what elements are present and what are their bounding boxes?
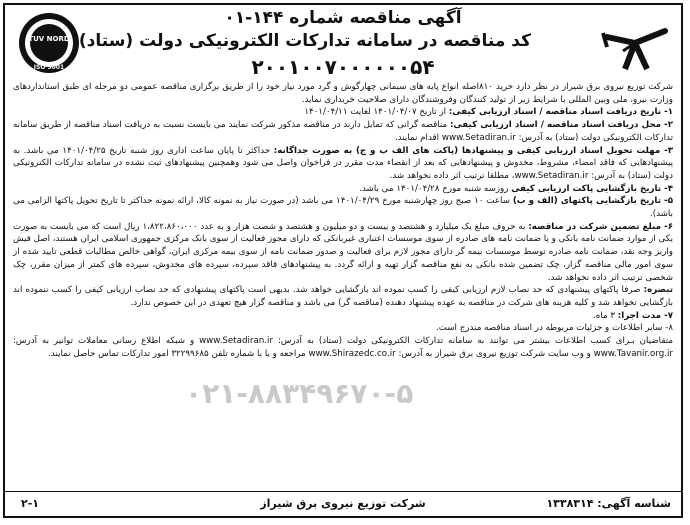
item-4 — [13, 183, 673, 196]
item-6-label: ۶- مبلغ تضمین شرکت در مناقصه: — [528, 221, 673, 232]
item-4-text: روزسه شنبه مورخ ۱۴۰۱/۰۴/۲۸ می باشد. — [359, 183, 512, 194]
item-5 — [13, 195, 673, 220]
logo-subtext: ISO 9001 — [33, 64, 65, 71]
tender-notice — [3, 3, 683, 518]
item-8: ۸- سایر اطلاعات و جزئیات مربوطه در اسناد مناقصه مندرج است. — [435, 323, 673, 334]
note — [13, 284, 673, 309]
notice-body — [13, 81, 673, 360]
item-2-text: مناقصه گرانی که تمایل دارند در مناقصه مذکور شرکت نمایند می بایست نسبت به دریافت اسناد مناقصه از طریق سامانه تدارکات الکترونیکی دولت (ستاد) به آدرس: www.Setadiran.ir اقدام نمایند. — [13, 120, 673, 143]
notice-header — [5, 5, 681, 83]
item-5-label: ۵- تاریخ بازگشایی پاکتهای (الف و ب) — [512, 196, 674, 207]
note-label: تبصره: — [643, 285, 673, 296]
closing-paragraph: متقاضیان بـرای کسب اطلاعات بیشتر می توانند به سامانه تدارکات الکترونیکی دولت (ستاد) به آدرس: www.Setadiran.ir و شبکه اطلاع رسانی معاملات توانیر به آدرس: www.Tavanir.org.ir و وب سایت شرکت توزیع نیروی برق شیراز به آدرس: www.Shirazedc.co.ir مراجعه و یا با شماره تلفن ۳۲۲۹۹۶۸۵ امور تدارکات تماس حاصل نمایند. — [13, 336, 673, 359]
item-5-text: ساعت ۱۰ صبح روز چهارشنبه مورخ ۱۴۰۱/۰۴/۲۹ می باشد (در صورت نیاز به نمونه کالا، ارائه نمونه حداکثر تا تاریخ تحویل پاکتها الزامی می باشد). — [13, 196, 673, 220]
tender-code: ۲۰۰۱۰۰۷۰۰۰۰۰۰۵۴ — [251, 55, 435, 79]
item-3-label: ۳- مهلت تحویل اسناد ارزیابی کیفی و پیشنهادها (پاکت های الف ب و ج) به صورت جداگانه: — [273, 145, 673, 156]
phone-watermark: ۰۲۱-۸۸۳۴۹۶۷۰-۵ — [185, 377, 414, 410]
page-code: ۲-۱ — [21, 497, 39, 510]
item-1 — [13, 106, 673, 119]
item-1-label: ۱- تاریخ دریافت اسناد مناقصه / اسناد ارزیابی کیفی: — [448, 107, 673, 118]
company-name: شرکت توزیع نیروی برق شیراز — [260, 497, 426, 510]
item-6 — [13, 221, 673, 285]
notice-subtitle: کد مناقصه در سامانه تدارکات الکترونیکی دولت (ستاد): — [72, 31, 531, 51]
notice-title: آگهی مناقصه شماره ۱۴۴-۰۱ — [224, 8, 462, 28]
item-1-text: از تاریخ ۱۴۰۱/۰۴/۰۷ لغایت ۱۴۰۱/۰۴/۱۱ — [304, 107, 449, 118]
notice-footer — [5, 491, 681, 516]
item-7-label: ۷- مدت اجرا: — [617, 310, 673, 321]
item-2 — [13, 119, 673, 144]
intro-paragraph: شرکت توزیع نیروی برق شیراز در نظر دارد خرید ۸۱۰اصله انواع پایه های سیمانی چهارگوش و گرد مورد نیاز خود را از طریق برگزاری مناقصه عمومی دو مرحله ای طبق استانداردهای وزارت نیرو، ملی وبین المللی با شرایط زیر از تولید کنندگان وفروشندگان دارای صلاحیت خریداری نماید. — [13, 82, 673, 105]
item-7 — [13, 310, 673, 323]
item-7-text: ۳ ماه. — [592, 310, 618, 321]
item-3-text: حداکثر تا پایان ساعت اداری روز شنبه تاریخ ۱۴۰۱/۰۴/۲۵ می باشد. به پیشنهادهایی که فاقد امضاء، مشروط، مخدوش و پیشنهادهایی که بعد از انقضاء مدت مقرر در فراخوان واصل می شود وهمچنین پیشنهادهای ثبت نشده در سامانه تدارکات الکترونیکی دولت (ستاد) به آدرس: www.Setadiran.ir، مطلقا ترتیب اثر داده نخواهد شد. — [13, 145, 673, 181]
ad-id: شناسه آگهی: ۱۳۳۸۳۱۴ — [546, 497, 671, 510]
note-text: صرفا پاکتهای پیشنهادی که حد نصاب لازم ارزیابی کیفی را کسب نموده اند بازگشایی خواهد شد. بدیهی است پاکتهای پیشنهادی که حد نصاب ارزیابی کیفی را کسب ننموده اند بازگشایی نخواهد شد و کلیه هزینه های شرکت در مناقصه به عهده پیشنهاد دهنده (مناقصه گر) می باشد و مناقصه گزار هیچ تعهدی در این خصوص ندارد. — [13, 285, 673, 308]
item-4-label: ۴- تاریخ بازگشایی پاکت ارزیابی کیفی — [511, 183, 673, 194]
power-company-logo — [601, 17, 671, 75]
item-6-text: به حروف مبلغ یک میلیارد و هشتصد و بیست و دو میلیون و هشتصد و شصت هزار و به عدد ۱،۸۲۲،۸۶۰،۰۰۰ ریال است که می بایست به صورت یکی از موارد ضمانت نامه بانکی و یا ضمانت نامه های صادره از سوی موسسات اعتباری غیربانکی که دارای مجوز فعالیت از سوی بانک مرکزی جمهوری اسلامی ایران هستند، اصل فیش واریز وجه نقد، ضمانت نامه صادره توسط موسسات بیمه گر دارای مجوز لازم برای فعالیت و صدور ضمانت نامه از سوی بیمه مرکزی ایران، گواهی خالص مطالبات قطعی تایید شده از سوی امور مالی مناقصه گزار، چک تضمین شده بانکی به نفع مناقصه گزار تهیه و ارائه گردد. به پیشنهادهای فاقد سپرده، سپرده های مخدوش، سپرده های کمتر از میزان مقرر، چک شخصی ترتیب اثر داده نخواهد شد. — [13, 221, 673, 283]
item-2-label: ۲- محل دریافت اسناد مناقصه / اسناد ارزیابی کیفی: — [450, 120, 673, 131]
item-3 — [13, 145, 673, 183]
logo-text: TUV NORD — [28, 35, 70, 43]
